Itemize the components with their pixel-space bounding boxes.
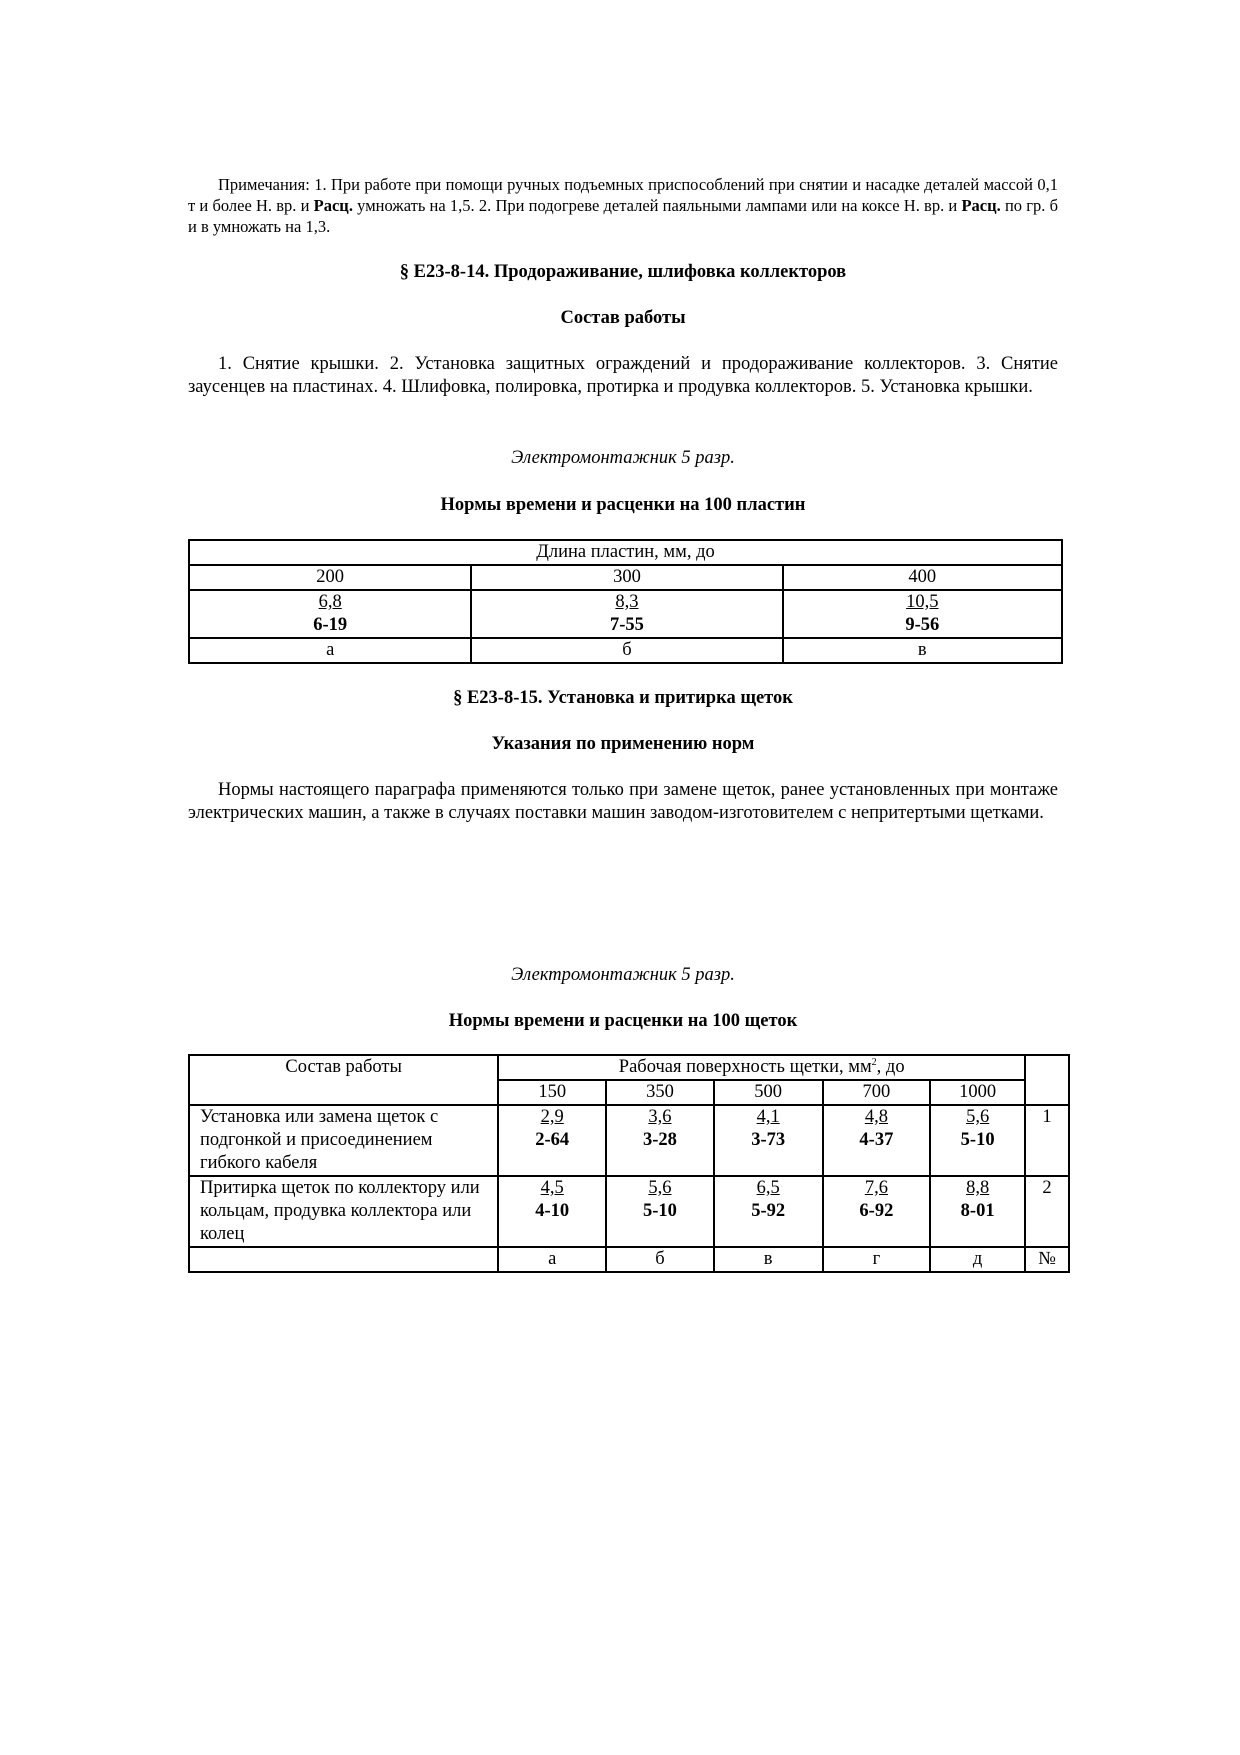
note-bold-rasc: Расц.	[961, 196, 1001, 215]
norm-cell	[823, 1176, 931, 1247]
time-norm: 4,5	[540, 1178, 564, 1198]
norm-cell	[606, 1176, 714, 1247]
norm-cell	[714, 1105, 823, 1176]
price: 4-37	[859, 1130, 894, 1150]
brush-letter-d: д	[930, 1247, 1025, 1272]
norm-cell	[930, 1176, 1025, 1247]
price: 4-10	[535, 1201, 570, 1221]
brush-col-500: 500	[714, 1080, 823, 1105]
section-15-text	[188, 779, 1058, 825]
price: 5-10	[960, 1130, 995, 1150]
note-bold-rasc: Расц.	[313, 196, 353, 215]
section-15-title: § Е23-8-15. Установка и притирка щеток	[453, 688, 793, 708]
price: 6-19	[313, 615, 348, 635]
brush-col-1000: 1000	[930, 1080, 1025, 1105]
section-14-table-title: Нормы времени и расценки на 100 пластин	[440, 495, 806, 515]
price: 7-55	[610, 615, 644, 635]
price: 2-64	[535, 1130, 570, 1150]
norm-cell	[930, 1105, 1025, 1176]
note-text: умножать на 1,5. 2. При подогреве деталей паяльными лампами или на коксе Н. вр. и	[352, 196, 962, 215]
num-column-blank	[1025, 1055, 1069, 1105]
time-norm: 6,8	[318, 592, 342, 612]
brush-letter-a: а	[498, 1247, 606, 1272]
note-text: Примечания: 1. При работе при помощи ручных подъемных приспособлений при снятии и насадке деталей массой 0,1 т и более Н. вр. и	[188, 175, 1058, 215]
plates-col-200: 200	[189, 565, 471, 590]
note-text: по гр. б и в умножать на 1,3.	[188, 196, 1058, 236]
col-work-composition: Состав работы	[189, 1055, 498, 1105]
section-15-text-body: Нормы настоящего параграфа применяются только при замене щеток, ранее установленных при монтаже электрических машин, а также в случаях поставки машин заводом-изготовителем с непритертыми щетками.	[188, 780, 1058, 823]
plates-letter-b: б	[471, 638, 782, 663]
brush-surface-header	[498, 1055, 1025, 1080]
brush-letter-v: в	[714, 1247, 823, 1272]
plates-cell-b	[471, 590, 782, 638]
section-14-subtitle: Состав работы	[560, 308, 686, 328]
brushes-norms-table	[188, 1054, 1070, 1273]
price: 8-01	[960, 1201, 995, 1221]
row-number: 1	[1025, 1105, 1069, 1176]
time-norm: 7,6	[864, 1178, 888, 1198]
norm-cell	[606, 1105, 714, 1176]
plates-letter-v: в	[783, 638, 1062, 663]
brush-surface-label: Рабочая поверхность щетки, мм	[618, 1057, 872, 1077]
price: 5-92	[751, 1201, 786, 1221]
price: 9-56	[905, 615, 940, 635]
letters-blank	[189, 1247, 498, 1272]
section-14-title: § Е23-8-14. Продораживание, шлифовка коллекторов	[399, 262, 847, 282]
price: 3-28	[642, 1130, 677, 1150]
plates-cell-a	[189, 590, 471, 638]
plates-length-header: Длина пластин, мм, до	[189, 540, 1062, 565]
time-norm: 5,6	[966, 1107, 990, 1127]
table-row	[189, 1176, 1069, 1247]
section-14-text-body: 1. Снятие крышки. 2. Установка защитных ограждений и продораживание коллекторов. 3. Снятие заусенцев на пластинах. 4. Шлифовка, полировка, протирка и продувка коллекторов. 5. Установка крышки.	[188, 354, 1058, 397]
time-norm: 8,8	[966, 1178, 990, 1198]
unit-superscript: 2	[871, 1056, 877, 1068]
section-15-table-title: Нормы времени и расценки на 100 щеток	[448, 1011, 798, 1031]
plates-col-300: 300	[471, 565, 782, 590]
time-norm: 5,6	[648, 1178, 672, 1198]
notes-paragraph	[188, 174, 1058, 237]
num-label: №	[1025, 1247, 1069, 1272]
row-number: 2	[1025, 1176, 1069, 1247]
section-14-worker: Электромонтажник 5 разр.	[511, 448, 735, 468]
price: 5-10	[642, 1201, 677, 1221]
section-14-text	[188, 353, 1058, 399]
brush-col-700: 700	[823, 1080, 931, 1105]
plates-cell-v	[783, 590, 1062, 638]
time-norm: 3,6	[648, 1107, 672, 1127]
work-description: Притирка щеток по коллектору или кольцам, продувка коллектора или колец	[189, 1176, 498, 1247]
table-row	[189, 1105, 1069, 1176]
plates-norms-table	[188, 539, 1063, 664]
time-norm: 6,5	[756, 1178, 780, 1198]
brush-letter-b: б	[606, 1247, 714, 1272]
time-norm: 8,3	[615, 592, 639, 612]
price: 6-92	[859, 1201, 894, 1221]
time-norm: 4,1	[756, 1107, 780, 1127]
section-15-subtitle: Указания по применению норм	[491, 734, 755, 754]
section-15-worker: Электромонтажник 5 разр.	[511, 965, 735, 985]
time-norm: 4,8	[864, 1107, 888, 1127]
brush-col-150: 150	[498, 1080, 606, 1105]
brush-surface-tail: , до	[876, 1057, 905, 1077]
norm-cell	[714, 1176, 823, 1247]
norm-cell	[498, 1176, 606, 1247]
plates-col-400: 400	[783, 565, 1062, 590]
price: 3-73	[751, 1130, 786, 1150]
work-description: Установка или замена щеток с подгонкой и присоединением гибкого кабеля	[189, 1105, 498, 1176]
time-norm: 10,5	[906, 592, 939, 612]
plates-letter-a: а	[189, 638, 471, 663]
norm-cell	[498, 1105, 606, 1176]
time-norm: 2,9	[540, 1107, 564, 1127]
norm-cell	[823, 1105, 931, 1176]
brush-col-350: 350	[606, 1080, 714, 1105]
brush-letter-g: г	[823, 1247, 931, 1272]
